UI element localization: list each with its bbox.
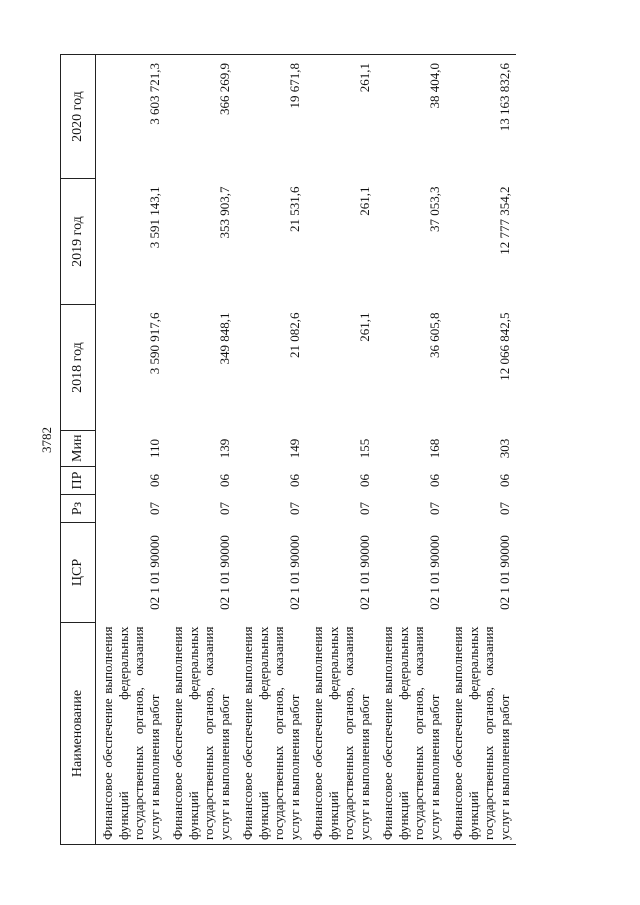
row-name: Финансовое обеспечение выполнения функций федеральных государственных органов, оказания услуг и выполнения работ: [236, 623, 306, 845]
row-pr: 06: [356, 474, 372, 487]
header-2018: 2018 год: [61, 305, 96, 431]
row-csr: 02 1 01 90000: [356, 535, 372, 610]
row-2018: 21 082,6: [286, 312, 302, 358]
budget-table: [60, 54, 516, 845]
row-name: Финансовое обеспечение выполнения функций федеральных государственных органов, оказания услуг и выполнения работ: [306, 623, 376, 845]
row-rz: 07: [146, 502, 162, 515]
row-min: 155: [356, 438, 372, 459]
header-2020: 2020 год: [61, 55, 96, 179]
row-csr: 02 1 01 90000: [286, 535, 302, 610]
row-2018: 3 590 917,6: [146, 312, 162, 375]
row-2020: 366 269,9: [166, 55, 236, 179]
row-2019: 3 591 143,1: [146, 186, 162, 249]
row-2019: 37 053,3: [426, 186, 442, 232]
row-csr: 02 1 01 90000: [146, 535, 162, 610]
row-csr: 02 1 01 90000: [496, 535, 512, 610]
row-name: Финансовое обеспечение выполнения функций федеральных государственных органов, оказания услуг и выполнения работ: [96, 623, 167, 845]
row-rz: 07: [216, 502, 232, 515]
row-min: 168: [426, 438, 442, 459]
row-2020: 19 671,8: [236, 55, 306, 179]
row-2019: 12 777 354,2: [496, 186, 512, 255]
row-2019: 21 531,6: [286, 186, 302, 232]
row-2019: 353 903,7: [216, 186, 232, 239]
header-pr: ПР: [61, 467, 96, 495]
row-pr: 06: [286, 474, 302, 487]
row-rz: 07: [426, 502, 442, 515]
table-row: [306, 55, 376, 845]
row-pr: 06: [496, 474, 512, 487]
row-2020: 38 404,0: [376, 55, 446, 179]
table-row: [166, 55, 236, 845]
row-pr: 06: [216, 474, 232, 487]
row-2019: 261,1: [356, 186, 372, 216]
budget-table-container: [60, 55, 590, 845]
table-row: [446, 55, 516, 845]
row-pr: 06: [146, 474, 162, 487]
table-header-row: [61, 55, 96, 845]
header-2019: 2019 год: [61, 179, 96, 305]
row-rz: 07: [496, 502, 512, 515]
row-csr: 02 1 01 90000: [426, 535, 442, 610]
header-csr: ЦСР: [61, 523, 96, 623]
row-csr: 02 1 01 90000: [216, 535, 232, 610]
table-row: [236, 55, 306, 845]
row-min: 149: [286, 438, 302, 459]
table-row: [376, 55, 446, 845]
row-name: Финансовое обеспечение выполнения функций федеральных государственных органов, оказания услуг и выполнения работ: [446, 623, 516, 845]
row-min: 139: [216, 438, 232, 459]
row-2018: 349 848,1: [216, 312, 232, 365]
row-2018: 36 605,8: [426, 312, 442, 358]
header-rz: Рз: [61, 495, 96, 523]
row-2018: 12 066 842,5: [496, 312, 512, 381]
header-name: Наименование: [61, 623, 96, 845]
row-2018: 261,1: [356, 312, 372, 342]
row-2020: 261,1: [306, 55, 376, 179]
row-min: 110: [146, 438, 162, 459]
page-number: 3782: [39, 427, 54, 453]
table-row: [96, 55, 167, 845]
row-rz: 07: [286, 502, 302, 515]
header-min: Мин: [61, 431, 96, 467]
row-name: Финансовое обеспечение выполнения функций федеральных государственных органов, оказания услуг и выполнения работ: [166, 623, 236, 845]
row-2020: 13 163 832,6: [446, 55, 516, 179]
row-rz: 07: [356, 502, 372, 515]
row-pr: 06: [426, 474, 442, 487]
row-min: 303: [496, 438, 512, 459]
row-name: Финансовое обеспечение выполнения функций федеральных государственных органов, оказания услуг и выполнения работ: [376, 623, 446, 845]
row-2020: 3 603 721,3: [96, 55, 167, 179]
